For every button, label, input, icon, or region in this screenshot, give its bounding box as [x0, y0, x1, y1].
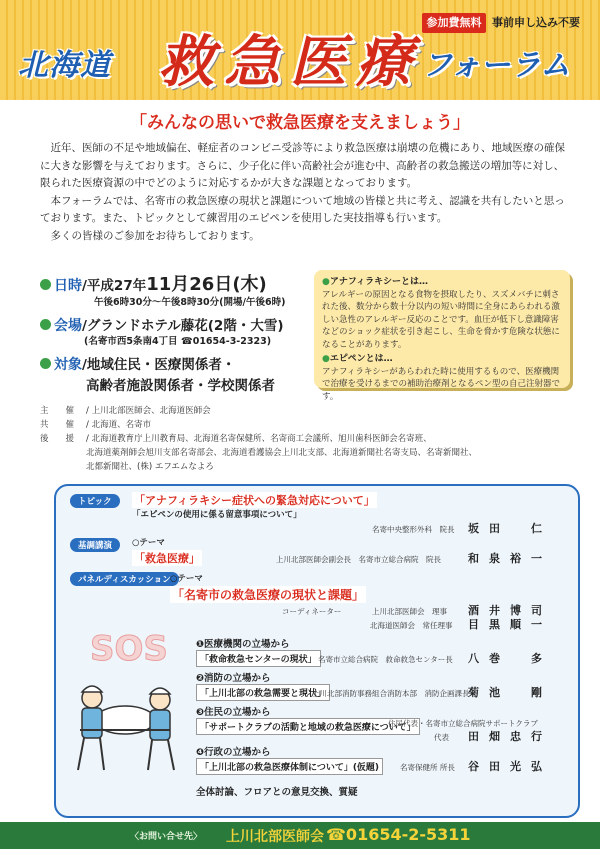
panel-badge: パネルディスカッション: [70, 572, 179, 586]
sponsor-value: 北都新聞社、(株) エフエムなよろ: [86, 462, 214, 472]
info-heading-anaphylaxis: ● アナフィラキシーとは…: [322, 276, 562, 289]
sponsor-value: / 上川北部医師会、北海道医師会: [86, 406, 211, 416]
venue-address: (名寄市西5条南4丁目 ☎01654-3-2323): [84, 336, 272, 347]
contact-organization: 上川北部医師会: [226, 829, 324, 845]
topic-affiliation: 名寄中央整形外科 院長: [372, 525, 455, 534]
keynote-theme-label: ○テーマ: [132, 538, 165, 548]
closing-discussion: 全体討論、フロアとの意見交換、質疑: [196, 787, 358, 798]
date-label: 日時: [54, 278, 82, 294]
venue-row: [40, 314, 310, 335]
sponsor-key: 主 催: [40, 406, 75, 416]
panel-title: 「名寄市の救急医療の現状と課題」: [172, 588, 365, 602]
coordinator-label: コーディネーター: [282, 607, 342, 616]
bullet-icon: [40, 319, 51, 330]
coordinator-name: 酒井博司: [468, 604, 552, 617]
topic-speaker: 坂田 仁: [468, 522, 552, 535]
panelist-4-name: 谷田光弘: [468, 760, 552, 773]
panelist-2-role: ❷消防の立場から: [196, 673, 271, 684]
keynote-badge: 基調講演: [70, 538, 120, 552]
intro-paragraph-3: 多くの皆様のご参加をお待ちしております。: [50, 229, 260, 242]
panelist-4-role: ❹行政の立場から: [196, 747, 271, 758]
panelist-3-title: 「サポートクラブの活動と地域の救急医療について」: [196, 718, 420, 735]
info-box-anaphylaxis: [314, 270, 570, 402]
header-banner: [0, 0, 600, 100]
intro-text: [40, 140, 570, 245]
sponsor-value: / 北海道、名寄市: [86, 420, 152, 430]
contact-label: 〈お問い合せ先〉: [130, 832, 203, 842]
free-fee-badge: 参加費無料: [422, 13, 486, 33]
sponsor-row: [40, 404, 570, 418]
no-registration-note: 事前申し込み不要: [492, 16, 580, 29]
target-label: 対象: [54, 357, 82, 373]
coordinator-affiliation: 上川北部医師会 理事: [372, 607, 447, 616]
panelist-3-affiliation-2: 代表: [434, 733, 449, 742]
info-text-anaphylaxis: アレルギーの原因となる食物を摂取したり、スズメバチに刺された後、数分から数十分以内の短い時間に全身にあらわれる激しい急性のアレルギー反応のことです。血圧が低下し意識障害などのショック症状を引き起こし、生命を脅かす危険な状態になることがあります。: [322, 289, 561, 350]
target-row: [40, 353, 310, 374]
info-text-epipen: アナフィラキシーがあらわれた時に使用するもので、医療機関で治療を受けるまでの補助治療剤となるペン型の自己注射器です。: [322, 366, 561, 402]
sponsor-row: [40, 418, 570, 432]
panelist-2-name: 菊池 剛: [468, 686, 552, 699]
panelist-1-name: 八巻 多: [468, 652, 552, 665]
target-value-2: 高齢者施設関係者・学校関係者: [86, 378, 275, 394]
sponsor-key: 共 催: [40, 420, 75, 430]
sponsor-value: 北海道薬剤師会旭川支部名寄部会、北海道看護協会上川北支部、北海道新聞社名寄支局、名寄新聞社、: [86, 448, 478, 458]
contact-phone[interactable]: ☎01654-2-5311: [326, 825, 471, 844]
coordinator2-name: 目黒順一: [468, 618, 552, 631]
info-heading-epipen: ● エピペンとは…: [322, 353, 562, 366]
title-forum: フォーラム: [422, 48, 571, 83]
date-prefix: /平成27年: [82, 278, 147, 294]
topic-subtitle: 「エピペンの使用に係る留意事項について」: [132, 510, 302, 520]
panelist-3-name: 田畑忠行: [468, 730, 552, 743]
venue-label: 会場: [54, 318, 82, 334]
intro-paragraph-1: 近年、医師の不足や地域偏在、軽症者のコンビニ受診等により救急医療は崩壊の危機にあり、地域医療の確保に大きな影響を与えております。さらに、少子化に伴い高齢社会が進む中、高齢者の救急搬送の増加等に対し、限られた医療資源の中でどのように対応するかが大きな課題となっております。: [40, 142, 565, 189]
panelist-4-title: 「上川北部の救急医療体制について」(仮題): [196, 758, 383, 775]
panelist-1-title: 「救命救急センターの現状」: [196, 650, 321, 667]
keynote-speaker: 和泉裕一: [468, 552, 552, 565]
sponsor-key: 後 援: [40, 434, 75, 444]
keynote-affiliation: 上川北部医師会副会長 名寄市立総合病院 院長: [276, 555, 441, 564]
topic-badge: トピック: [70, 494, 120, 508]
sponsor-value: / 北海道教育庁上川教育局、北海道名寄保健所、名寄商工会議所、旭川歯科医師会名寄班、: [86, 434, 432, 444]
sponsor-row: [40, 446, 570, 460]
intro-paragraph-2: 本フォーラムでは、名寄市の救急医療の現状と課題について地域の皆様と共に考え、認識を共有したいと思っております。また、トピックとして練習用のエピペンを使用した実技指導も行います。: [40, 194, 565, 224]
target-value-1: /地域住民・医療関係者・: [82, 357, 236, 373]
coordinator2-affiliation: 北海道医師会 常任理事: [370, 621, 453, 630]
date-value: 11月26日(木): [146, 274, 267, 295]
event-details: [40, 270, 310, 394]
panelist-4-affiliation: 名寄保健所 所長: [400, 763, 455, 772]
sponsor-key: [40, 446, 86, 460]
sponsor-row: [40, 432, 570, 446]
panelist-2-affiliation: 上川北部消防事務組合消防本部 消防企画課長: [312, 689, 470, 698]
title-hokkaido: 北海道: [18, 48, 111, 83]
date-row: [40, 270, 310, 296]
sos-text: SOS: [90, 629, 168, 669]
sponsor-key: [40, 460, 86, 474]
panelist-1-affiliation: 名寄市立総合病院 救命救急センター長: [318, 655, 453, 664]
panelist-3-affiliation: 住民代表・名寄市立総合病院サポートクラブ: [388, 719, 538, 728]
venue-value: /グランドホテル藤花(2階・大雪): [82, 318, 284, 334]
sponsor-row: [40, 460, 570, 474]
panelist-3-role: ❸住民の立場から: [196, 707, 271, 718]
panel-theme-label: ○テーマ: [170, 574, 203, 584]
bullet-icon: [40, 279, 51, 290]
sponsors-list: [40, 404, 570, 474]
keynote-title: 「救急医療」: [134, 552, 200, 565]
rescue-illustration: [70, 620, 180, 780]
topic-title: 「アナフィラキシー症状への緊急対応について」: [134, 494, 375, 507]
tagline: 「みんなの思いで救急医療を支えましょう」: [130, 113, 470, 133]
contact-footer: [0, 822, 600, 849]
title-emergency-medicine: 救急医療: [158, 30, 422, 95]
time-value: 午後6時30分～午後8時30分(開場/午後6時): [94, 297, 286, 308]
bullet-icon: [40, 358, 51, 369]
panelist-1-role: ❶医療機関の立場から: [196, 639, 290, 650]
panelist-2-title: 「上川北部の救急需要と現状」: [196, 684, 330, 701]
